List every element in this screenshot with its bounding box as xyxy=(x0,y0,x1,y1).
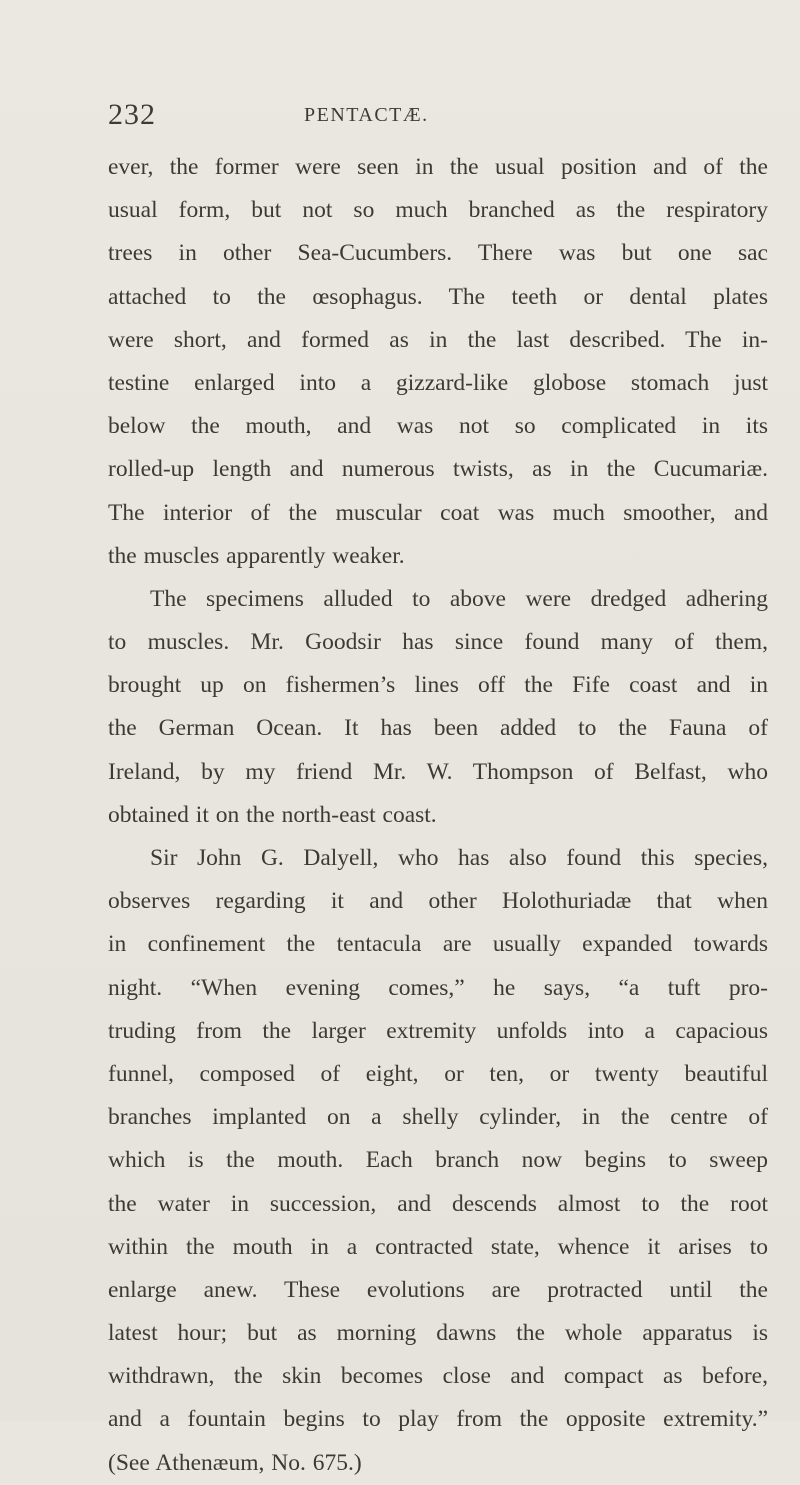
text-line: within the mouth in a contracted state, whence it arises to xyxy=(108,1233,768,1260)
text-line: in confinement the tentacula are usually expanded towards xyxy=(108,931,768,958)
text-line: The specimens alluded to above were dredged adhering xyxy=(150,585,768,612)
text-line: Sir John G. Dalyell, who has also found this species, xyxy=(150,845,768,871)
text-line: withdrawn, the skin becomes close and compact as before, xyxy=(108,1363,768,1390)
text-line: ever, the former were seen in the usual position and of the xyxy=(108,154,768,180)
page-number: 232 xyxy=(108,98,156,131)
text-line: attached to the œsophagus. The teeth or dental plates xyxy=(108,283,768,310)
text-line: enlarge anew. These evolutions are protracted until the xyxy=(108,1276,768,1303)
text-line: and a fountain begins to play from the opposite extremity.” xyxy=(108,1406,768,1433)
text-line: the muscles apparently weaker. xyxy=(108,542,405,569)
body-text xyxy=(108,146,768,1485)
text-line: obtained it on the north-east coast. xyxy=(108,801,437,828)
text-line: the water in succession, and descends almost to the root xyxy=(108,1190,768,1217)
text-line: the German Ocean. It has been added to the Fauna of xyxy=(108,715,768,742)
text-line: funnel, composed of eight, or ten, or twenty beautiful xyxy=(108,1060,768,1087)
text-line: rolled-up length and numerous twists, as in the Cucumariæ. xyxy=(108,456,768,483)
running-title: PENTACTÆ. xyxy=(304,104,429,126)
text-line: truding from the larger extremity unfolds into a capacious xyxy=(108,1017,768,1044)
text-line: night. “When evening comes,” he says, “a tuft pro- xyxy=(108,974,768,1001)
text-line: testine enlarged into a gizzard-like globose stomach just xyxy=(108,369,768,396)
text-line: usual form, but not so much branched as the respiratory xyxy=(108,197,768,224)
text-line: branches implanted on a shelly cylinder, in the centre of xyxy=(108,1104,768,1131)
text-line: which is the mouth. Each branch now begins to sweep xyxy=(108,1147,768,1174)
text-line: observes regarding it and other Holothuriadæ that when xyxy=(108,888,768,915)
running-head xyxy=(108,98,768,134)
text-line: The interior of the muscular coat was much smoother, and xyxy=(108,499,768,526)
text-line: Ireland, by my friend Mr. W. Thompson of Belfast, who xyxy=(108,758,768,785)
text-line: were short, and formed as in the last described. The in- xyxy=(108,326,768,353)
text-line: trees in other Sea-Cucumbers. There was but one sac xyxy=(108,240,768,267)
text-line: brought up on fishermen’s lines off the Fife coast and in xyxy=(108,672,768,699)
text-line: latest hour; but as morning dawns the whole apparatus is xyxy=(108,1320,768,1347)
text-line: below the mouth, and was not so complicated in its xyxy=(108,413,768,440)
text-line: (See Athenæum, No. 675.) xyxy=(108,1449,362,1476)
text-line: to muscles. Mr. Goodsir has since found many of them, xyxy=(108,629,768,656)
